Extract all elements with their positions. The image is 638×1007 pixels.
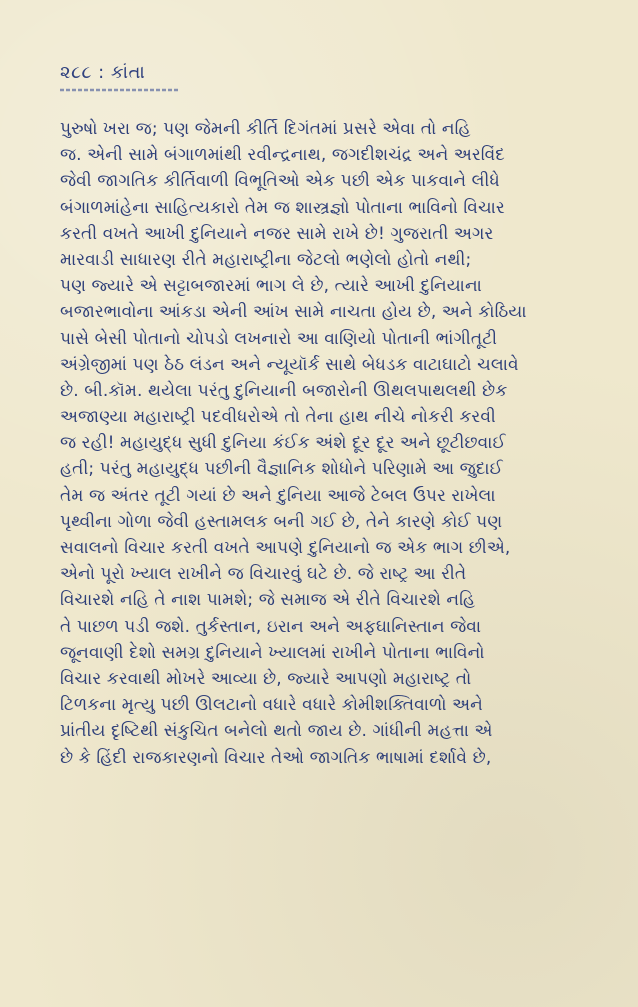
text-line: કરતી વખતે આખી દુનિયાને નજર સામે રાખે છે! ગુજરાતી અગર <box>60 223 494 244</box>
text-line: જૂનવાણી દેશો સમગ્ર દુનિયાને ખ્યાલમાં રાખીને પોતાના ભાવિનો <box>60 642 485 663</box>
text-line: મારવાડી સાધારણ રીતે મહારાષ્ટ્રીના જેટલો ભણેલો હોતો નથી; <box>60 249 472 270</box>
text-line: જ. એની સામે બંગાળમાંથી રવીન્દ્રનાથ, જગદીશચંદ્ર અને અરવિંદ <box>60 145 505 166</box>
text-line: છે કે હિંદી રાજકારણનો વિચાર તેઓ જાગતિક ભાષામાં દર્શાવે છે, <box>60 747 492 768</box>
text-line: જ રહી! મહાયુદ્ધ સુધી દુનિયા કંઈક અંશે દૂર દૂર અને છૂટીછવાઈ <box>60 433 506 454</box>
text-line: એનો પૂરો ખ્યાલ રાખીને જ વિચારવું ઘટે છે. જે રાષ્ટ્ર આ રીતે <box>60 564 467 585</box>
text-line: જેવી જાગતિક કીર્તિવાળી વિભૂતિઓ એક પછી એક પાકવાને લીધે <box>60 171 500 192</box>
text-line: અંગ્રેજીમાં પણ ઠેઠ લંડન અને ન્યૂયૉર્ક સાથે બેધડક વાટાઘાટો ચલાવે <box>60 354 519 375</box>
text-line: અજાણ્યા મહારાષ્ટ્રી પદવીધરોએ તો તેના હાથ નીચે નોકરી કરવી <box>60 407 496 428</box>
text-line: પ્રાંતીય દૃષ્ટિથી સંકુચિત બનેલો થતો જાય છે. ગાંધીની મહત્તા એ <box>60 721 493 742</box>
text-line: છે. બી.કૉમ. થયેલા પરંતુ દુનિયાની બજારોની ઊથલપાથલથી છેક <box>60 380 508 401</box>
text-line: વિચાર કરવાથી મોખરે આવ્યા છે, જ્યારે આપણો મહારાષ્ટ્ર તો <box>60 668 472 689</box>
text-line: પુરુષો ખરા જ; પણ જેમની કીર્તિ દિગંતમાં પ્રસરે એવા તો નહિ <box>60 119 471 139</box>
text-line: ટિળકના મૃત્યુ પછી ઊલટાનો વધારે વધારે કોમીશક્તિવાળો અને <box>60 695 483 716</box>
text-line: વિચારશે નહિ તે નાશ પામશે; જે સમાજ એ રીતે વિચારશે નહિ <box>60 590 476 611</box>
text-line: પણ જ્યારે એ સટ્ટાબજારમાં ભાગ લે છે, ત્યારે આખી દુનિયાના <box>60 276 482 297</box>
text-line: તેમ જ અંતર તૂટી ગયાં છે અને દુનિયા આજે ટેબલ ઉપર રાખેલા <box>60 485 496 506</box>
page-header: ૨૮૮ : કાંતા <box>60 62 146 83</box>
text-line: સવાલનો વિચાર કરતી વખતે આપણે દુનિયાનો જ એક ભાગ છીએ, <box>60 538 511 558</box>
body-text <box>60 116 594 771</box>
header-underline <box>60 86 178 94</box>
text-line: તે પાછળ પડી જશે. તુર્કસ્તાન, ઇરાન અને અફઘાનિસ્તાન જેવા <box>60 616 482 637</box>
text-line: પૃથ્વીના ગોળા જેવી હસ્તામલક બની ગઈ છે, તેને કારણે કોઈ પણ <box>60 511 503 532</box>
text-line: બંગાળમાંહેના સાહિત્યકારો તેમ જ શાસ્ત્રજ્ઞો પોતાના ભાવિનો વિચાર <box>60 197 505 218</box>
text-line: હતી; પરંતુ મહાયુદ્ધ પછીની વૈજ્ઞાનિક શોધોને પરિણામે આ જુદાઈ <box>60 459 503 480</box>
text-line: પાસે બેસી પોતાનો ચોપડો લખનારો આ વાણિયો પોતાની ભાંગીતૂટી <box>60 328 498 349</box>
text-line: બજારભાવોના આંકડા એની આંખ સામે નાચતા હોય છે, અને કોઠિયા <box>60 302 527 323</box>
